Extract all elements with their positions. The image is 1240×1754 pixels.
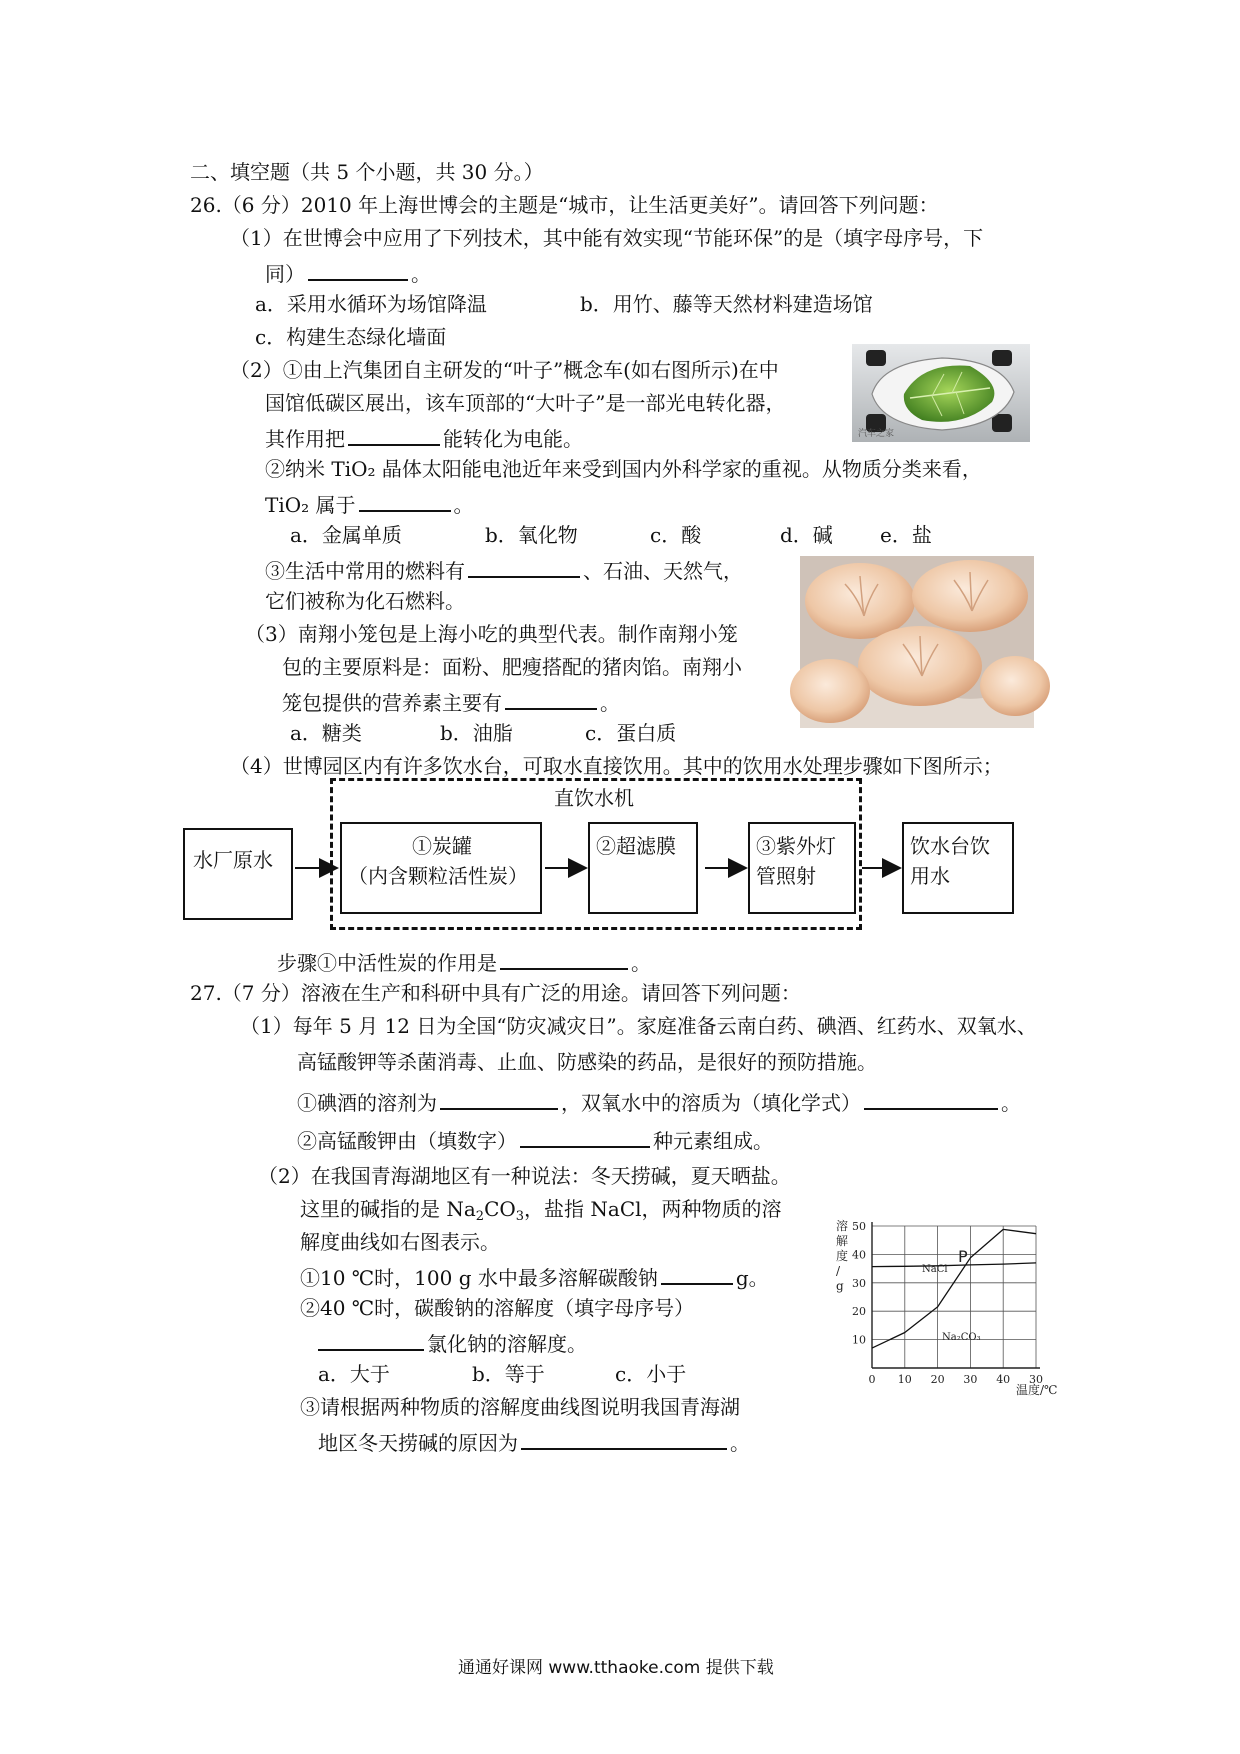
q27-p1-q2 bbox=[297, 1128, 773, 1151]
step1-label-line2: （内含颗粒活性炭） bbox=[348, 864, 528, 888]
q26-p1-opt-c: c．构建生态绿化墙面 bbox=[255, 325, 447, 349]
q27-p2-line2-sub: 2 bbox=[475, 1209, 485, 1224]
q26-p4-q-post: 。 bbox=[631, 951, 651, 975]
q27-p2-line2 bbox=[300, 1197, 782, 1224]
q27-stem: 27.（7 分）溶液在生产和科研中具有广泛的用途。请回答下列问题： bbox=[190, 981, 801, 1005]
q26-p3-opt-a: a．糖类 bbox=[290, 721, 362, 745]
x-tick-label: 30 bbox=[963, 1373, 978, 1386]
chart-xlabel: 温度/℃ bbox=[1016, 1383, 1058, 1397]
chart-ylabel bbox=[836, 1218, 848, 1293]
q27-p2-line1: （2）在我国青海湖地区有一种说法：冬天捞碱，夏天晒盐。 bbox=[258, 1164, 791, 1188]
dest-label-line2: 用水 bbox=[910, 864, 950, 888]
q27-p1-line1: （1）每年 5 月 12 日为全国“防灾减灾日”。家庭准备云南白药、碘酒、红药水、双氧水、 bbox=[240, 1014, 1037, 1038]
q27-p1-q1-post: 。 bbox=[1001, 1091, 1021, 1115]
series-line-na2co3 bbox=[872, 1229, 1036, 1348]
q26-p3-opt-b: b．油脂 bbox=[440, 721, 513, 745]
chart-ticks bbox=[852, 1220, 1043, 1386]
answer-blank[interactable] bbox=[440, 1090, 558, 1110]
intersection-point-label: P bbox=[958, 1247, 968, 1266]
chart-series bbox=[872, 1229, 1036, 1348]
q26-p2-line3-pre: 其作用把 bbox=[265, 427, 345, 451]
q26-p1-line2-text: 同） bbox=[265, 262, 305, 286]
q27-p2-q3-line2-pre: 地区冬天捞碱的原因为 bbox=[318, 1431, 518, 1455]
q26-p2-3-line1-pre: ③生活中常用的燃料有 bbox=[265, 559, 465, 583]
q26-p3-line3-post: 。 bbox=[600, 691, 620, 715]
answer-blank[interactable] bbox=[661, 1265, 733, 1285]
ylabel-char: 度 bbox=[836, 1249, 849, 1263]
q26-p2-2-line2-pre: TiO₂ 属于 bbox=[265, 493, 356, 517]
q27-p2-q2-line2 bbox=[318, 1331, 587, 1354]
q26-p2-2-opt-a: a．金属单质 bbox=[290, 523, 402, 547]
q26-p1-end: 。 bbox=[411, 262, 431, 286]
q26-p4-question bbox=[277, 950, 651, 973]
q26-p2-2-line2-post: 。 bbox=[453, 493, 474, 517]
q27-p2-q1-post: g。 bbox=[735, 1266, 769, 1290]
q26-p2-2-opt-e: e．盐 bbox=[880, 523, 932, 547]
q26-p2-2-opt-d: d．碱 bbox=[780, 523, 833, 547]
q27-p2-line2-sub2: 3 bbox=[515, 1209, 525, 1224]
answer-blank[interactable] bbox=[318, 1331, 424, 1351]
step2-label: ②超滤膜 bbox=[596, 834, 676, 858]
q26-p2-2-line1: ②纳米 TiO₂ 晶体太阳能电池近年来受到国内外科学家的重视。从物质分类来看， bbox=[265, 457, 982, 481]
q27-p2-q1 bbox=[300, 1265, 769, 1288]
q26-p4-line1: （4）世博园区内有许多饮水台，可取水直接饮用。其中的饮用水处理步骤如下图所示； bbox=[230, 754, 1003, 778]
step3-label-line1: ③紫外灯 bbox=[756, 834, 836, 858]
y-tick-label: 10 bbox=[852, 1333, 866, 1347]
step3-label-line2: 管照射 bbox=[756, 864, 816, 888]
car-watermark: 汽车之家 bbox=[858, 429, 895, 439]
q26-p3-line1: （3）南翔小笼包是上海小吃的典型代表。制作南翔小笼 bbox=[245, 622, 738, 646]
q26-p1-opt-b: b．用竹、藤等天然材料建造场馆 bbox=[580, 292, 873, 316]
ylabel-char: 解 bbox=[836, 1234, 849, 1248]
q27-p2-q2-opt-c: c．小于 bbox=[615, 1362, 687, 1386]
answer-blank[interactable] bbox=[520, 1128, 650, 1148]
answer-blank[interactable] bbox=[500, 950, 628, 970]
x-tick-label: 20 bbox=[930, 1373, 945, 1386]
q26-p2-line3-post: 能转化为电能。 bbox=[443, 427, 583, 451]
q26-p1-opt-a: a．采用水循环为场馆降温 bbox=[255, 292, 487, 316]
q27-p2-line2-pre: 这里的碱指的是 Na bbox=[300, 1197, 476, 1221]
q26-stem: 26.（6 分）2010 年上海世博会的主题是“城市，让生活更美好”。请回答下列问题： bbox=[190, 193, 939, 217]
q27-p1-q1 bbox=[297, 1090, 1021, 1113]
ylabel-char: / bbox=[836, 1264, 841, 1278]
q27-p2-q2-opt-b: b．等于 bbox=[472, 1362, 545, 1386]
q26-p2-3-line1-post: 、石油、天然气， bbox=[583, 559, 743, 583]
chart-axes bbox=[872, 1222, 1040, 1368]
q27-p2-q3-line2-post: 。 bbox=[730, 1431, 750, 1455]
y-tick-label: 40 bbox=[852, 1248, 866, 1262]
step1-label-line1: ①炭罐 bbox=[412, 834, 472, 858]
solubility-chart bbox=[830, 1212, 1060, 1396]
q27-p2-q2-opt-a: a．大于 bbox=[318, 1362, 390, 1386]
source-label: 水厂原水 bbox=[193, 848, 273, 872]
q27-p1-line2: 高锰酸钾等杀菌消毒、止血、防感染的药品，是很好的预防措施。 bbox=[297, 1050, 877, 1074]
y-tick-label: 50 bbox=[852, 1220, 866, 1233]
q27-p1-q1-mid: ，双氧水中的溶质为（填化学式） bbox=[561, 1091, 861, 1115]
q26-p3-opt-c: c．蛋白质 bbox=[585, 721, 677, 745]
q27-p2-q2-line2-text: 氯化钠的溶解度。 bbox=[427, 1332, 587, 1356]
q27-p1-q2-post: 种元素组成。 bbox=[653, 1129, 773, 1153]
series-label-na2co3: Na₂CO₃ bbox=[942, 1332, 981, 1343]
answer-blank[interactable] bbox=[521, 1430, 727, 1450]
q27-p2-line2-post: ，盐指 NaCl，两种物质的溶 bbox=[524, 1197, 782, 1221]
dest-label-line1: 饮水台饮 bbox=[910, 834, 990, 858]
q26-p3-line2: 包的主要原料是：面粉、肥瘦搭配的猪肉馅。南翔小 bbox=[282, 655, 742, 679]
q26-p2-line1: （2）①由上汽集团自主研发的“叶子”概念车(如右图所示)在中 bbox=[230, 358, 779, 382]
q27-p2-line2-mid: CO bbox=[484, 1197, 516, 1221]
x-tick-label: 0 bbox=[868, 1373, 876, 1386]
y-tick-label: 30 bbox=[852, 1276, 866, 1290]
q27-p2-q3-line1: ③请根据两种物质的溶解度曲线图说明我国青海湖 bbox=[300, 1395, 740, 1419]
y-tick-label: 20 bbox=[852, 1305, 866, 1319]
q27-p1-q1-pre: ①碘酒的溶剂为 bbox=[297, 1091, 437, 1115]
q26-p2-2-opt-c: c．酸 bbox=[650, 523, 702, 547]
ylabel-char: 溶 bbox=[836, 1219, 849, 1233]
x-tick-label: 30 bbox=[1029, 1373, 1043, 1386]
x-tick-label: 40 bbox=[996, 1373, 1011, 1386]
q27-p1-q2-pre: ②高锰酸钾由（填数字） bbox=[297, 1129, 517, 1153]
chart-grid bbox=[872, 1226, 1036, 1368]
ylabel-char: g bbox=[836, 1279, 844, 1293]
section-title: 二、填空题（共 5 个小题，共 30 分。） bbox=[190, 160, 544, 184]
answer-blank[interactable] bbox=[864, 1090, 998, 1110]
q26-p2-line2: 国馆低碳区展出，该车顶部的“大叶子”是一部光电转化器， bbox=[265, 391, 786, 415]
q27-p2-q1-pre: ①10 ℃时，100 g 水中最多溶解碳酸钠 bbox=[300, 1266, 658, 1290]
series-line-nacl bbox=[872, 1263, 1036, 1267]
series-label-nacl: NaCl bbox=[922, 1264, 948, 1275]
q26-p2-2-opt-b: b．氧化物 bbox=[485, 523, 578, 547]
x-tick-label: 10 bbox=[897, 1373, 912, 1386]
machine-label: 直饮水机 bbox=[550, 788, 638, 808]
q26-p4-q-pre: 步骤①中活性炭的作用是 bbox=[277, 951, 497, 975]
q26-p2-3-line2: 它们被称为化石燃料。 bbox=[265, 589, 465, 613]
q27-p2-q2-line1: ②40 ℃时，碳酸钠的溶解度（填字母序号） bbox=[300, 1296, 695, 1320]
q27-p2-line3: 解度曲线如右图表示。 bbox=[300, 1230, 500, 1254]
q26-p3-line3-pre: 笼包提供的营养素主要有 bbox=[282, 691, 502, 715]
q27-p2-q3-line2 bbox=[318, 1430, 750, 1453]
q26-p1-line1: （1）在世博会中应用了下列技术，其中能有效实现“节能环保”的是（填字母序号，下 bbox=[230, 226, 984, 250]
page-footer: 通通好课网 www.tthaoke.com 提供下载 bbox=[458, 1658, 774, 1678]
